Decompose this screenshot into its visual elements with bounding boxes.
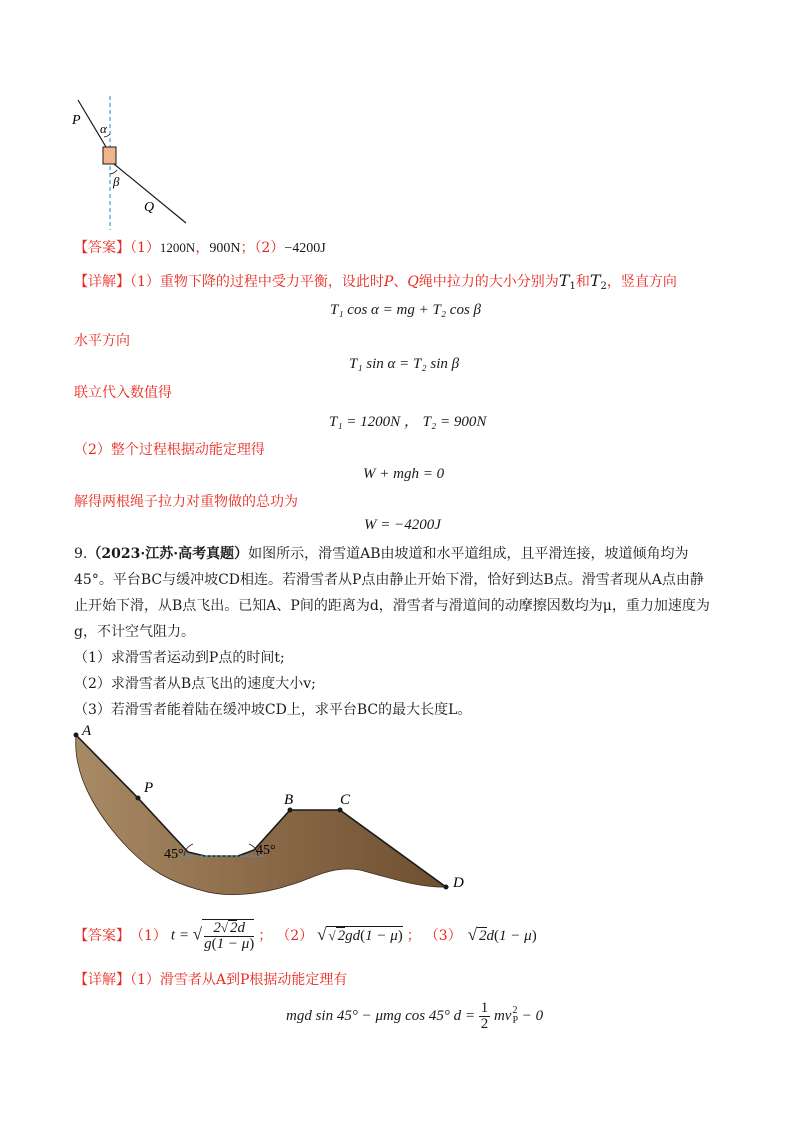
answer-tag: 【答案】: [74, 240, 130, 256]
terrain: [76, 735, 446, 895]
point-a: [74, 733, 79, 738]
point-b: [288, 808, 293, 813]
detail-9-line-1: 【详解】（1）滑雪者从A到P根据动能定理有: [74, 972, 348, 988]
equation-values: T₁ = 1200N ， T₂ = 900N: [329, 414, 487, 430]
sub-question-2: （2）求滑雪者从B点飞出的速度大小v;: [74, 676, 316, 692]
equation-energy-ap: mgd sin 45° − μmg cos 45° d = $\frac{1}{2}$ mv 2 P − 0: [286, 999, 544, 1032]
answer-value-t1: 1200N: [159, 240, 196, 255]
question-9-line-1: 9.（2023·江苏·高考真题）如图所示，滑雪道AB由坡道和水平道组成，且平滑连接，坡道倾角均为: [74, 546, 689, 562]
label-d: D: [453, 875, 464, 891]
sub-question-3: （3）若滑雪者能着陆在缓冲坡CD上，求平台BC的最大长度L。: [74, 702, 472, 718]
solve-label: 解得两根绳子拉力对重物做的总功为: [74, 494, 298, 510]
detail-tag: 【详解】: [74, 274, 130, 290]
answer-9-formula-1: t = √ $\frac{2√ 2d}{g(1 - \mu)}$: [170, 919, 255, 952]
label-b: B: [284, 792, 294, 808]
label-q: Q: [144, 200, 155, 215]
point-d: [444, 885, 449, 890]
label-a: A: [82, 723, 92, 739]
answer-9-line: 【答案】 （1） t = √ $\frac{2√ 2d}{g(1 - \mu)}$ ； （2） √ √ 2gd(1 − μ) ； （3） √ 2d(1 − μ): [74, 919, 537, 952]
answer-line: 【答案】（1）1200N，900N；（2）−4200J: [74, 240, 326, 256]
detail-line-1: 【详解】（1）重物下降的过程中受力平衡，设此时P、Q绳中拉力的大小分别为$T_1$和$T_2$，竖直方向: [74, 271, 677, 292]
weight-block: [103, 147, 116, 164]
answer-9-formula-2: √ √ 2gd(1 − μ): [317, 925, 403, 944]
equation-energy: W + mgh = 0: [363, 466, 445, 482]
label-p2: P: [144, 780, 154, 796]
answer-9-tag: 【答案】: [74, 928, 130, 944]
question-9-line-2: 45°。平台BC与缓冲坡CD相连。若滑雪者从P点由静止开始下滑，恰好到达B点。滑雪者现从A点由静: [74, 572, 704, 588]
question-source: （2023·江苏·高考真题）: [87, 546, 249, 562]
equation-vertical: T₁ cos α = mg + T₂ cos β: [330, 302, 482, 318]
answer-value-t2: 900N: [209, 241, 241, 256]
angle-right: 45°: [256, 843, 276, 858]
label-c: C: [340, 792, 351, 808]
detail-9-tag: 【详解】: [74, 972, 130, 988]
question-number: 9.: [74, 546, 88, 562]
point-c: [338, 808, 343, 813]
equation-horizontal: T₁ sin α = T₂ sin β: [349, 356, 460, 372]
question-9-line-3: 止开始下滑，从B点飞出。已知A、P间的距离为d，滑雪者与滑道间的动摩擦因数均为μ，重力加速度为: [74, 598, 710, 614]
answer-9-formula-3: √ 2d(1 − μ): [467, 925, 537, 944]
equation-work: W = −4200J: [364, 517, 441, 533]
rope-diagram: [60, 90, 200, 230]
angle-left: 45°: [164, 847, 184, 862]
combine-label: 联立代入数值得: [74, 385, 172, 401]
sub-question-1: （1）求滑雪者运动到P点的时间t;: [74, 650, 285, 666]
label-p: P: [72, 113, 81, 128]
part2-label: （2）整个过程根据动能定理得: [74, 442, 265, 458]
horizontal-label: 水平方向: [74, 333, 130, 349]
answer-value-work: −4200J: [284, 241, 326, 256]
label-alpha: α: [100, 121, 107, 136]
ski-track-diagram: [60, 720, 480, 905]
point-p: [136, 796, 141, 801]
question-9-line-4: g，不计空气阻力。: [74, 624, 195, 640]
label-beta: β: [113, 174, 120, 189]
